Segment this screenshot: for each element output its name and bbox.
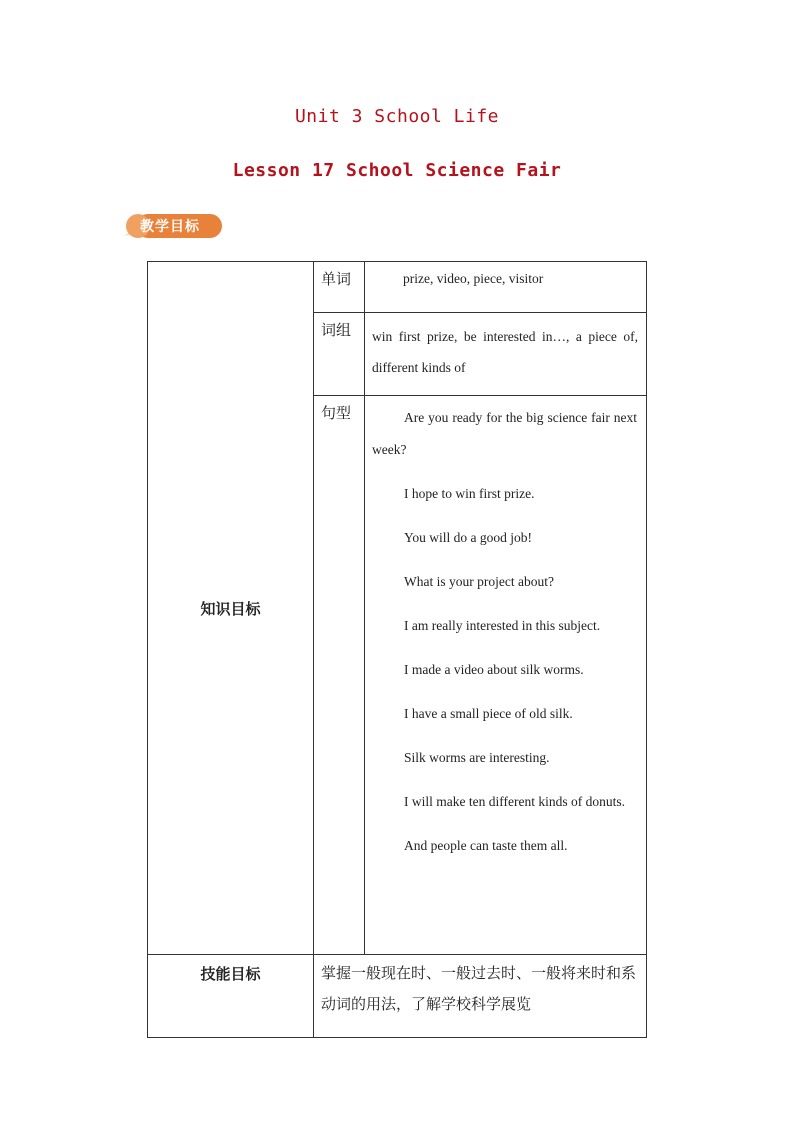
badge-label: 教学目标 [140,219,200,235]
teaching-objectives-badge [122,210,226,242]
sentence-item: Are you ready for the big science fair next week? [372,410,637,457]
sentence-item: And people can taste them all. [404,838,568,853]
sentence-item: I have a small piece of old silk. [404,706,573,721]
skill-text: 掌握一般现在时、一般过去时、一般将来时和系动词的用法，了解学校科学展览 [321,964,637,1013]
vocab-text: prize, video, piece, visitor [403,271,544,286]
unit-title: Unit 3 School Life [294,106,500,127]
phrase-cell [365,313,647,396]
sentence-item: What is your project about? [404,574,554,589]
vocab-label: 单词 [314,262,365,313]
vocab-cell [365,262,647,313]
sentence-item: I made a video about silk worms. [404,662,584,677]
sentence-item: I hope to win first prize. [404,486,535,501]
knowledge-objective-label: 知识目标 [148,262,314,955]
phrase-label: 词组 [314,313,365,396]
sentence-item: I will make ten different kinds of donuts. [404,794,625,809]
lesson-title: Lesson 17 School Science Fair [232,160,562,181]
skill-objective-label: 技能目标 [148,955,314,1038]
sentence-item: You will do a good job! [404,530,533,545]
objectives-table [147,261,647,1038]
sentence-cell [365,396,647,955]
skill-cell [314,955,647,1038]
sentence-item: Silk worms are interesting. [404,750,550,765]
phrase-text: win first prize, be interested in…, a piece of, different kinds of [372,329,638,375]
sentence-label: 句型 [314,396,365,955]
sentence-item: I am really interested in this subject. [404,618,601,633]
